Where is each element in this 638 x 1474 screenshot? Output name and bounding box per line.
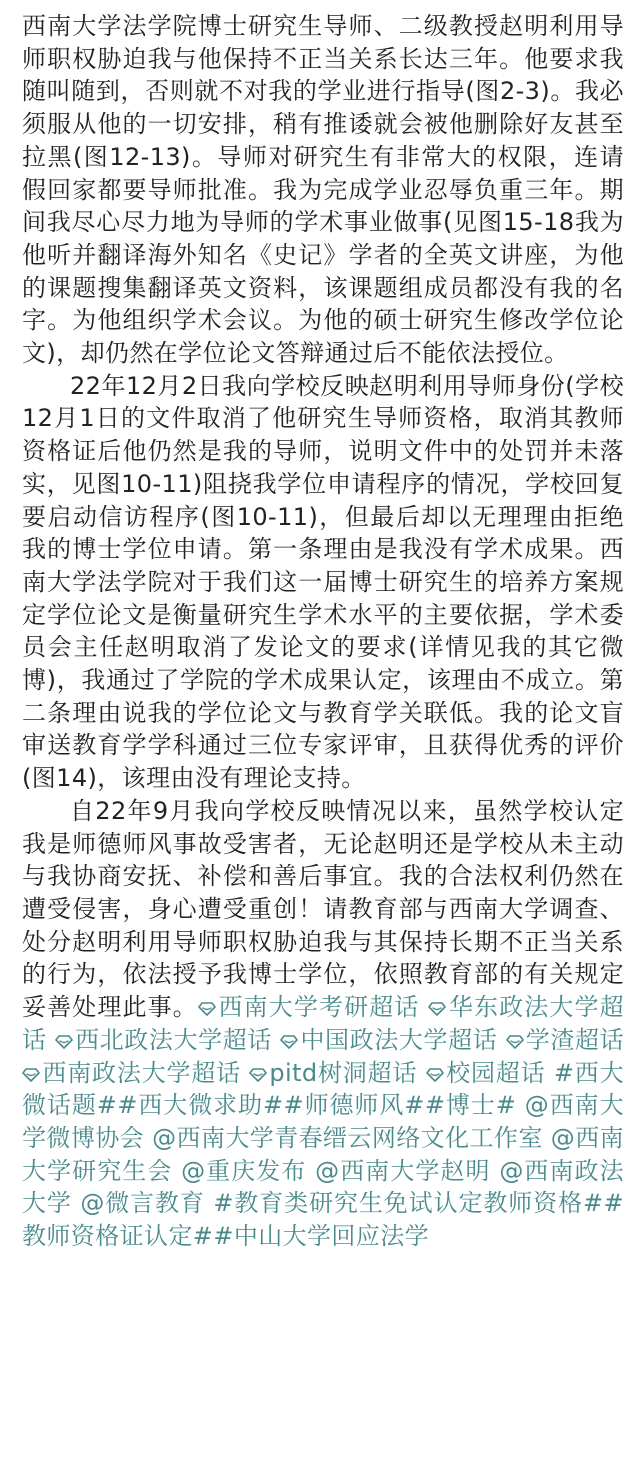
mention-link[interactable] xyxy=(80,1189,205,1217)
supertopic-link[interactable] xyxy=(249,1059,417,1087)
hashtag-link[interactable] xyxy=(284,1091,425,1119)
supertopic-diamond-icon xyxy=(428,1002,446,1016)
supertopic-diamond-icon xyxy=(55,1035,73,1049)
supertopic-link[interactable] xyxy=(426,1059,546,1087)
supertopic-diamond-icon xyxy=(198,1002,216,1016)
link-text: 西南大学考研超话 xyxy=(217,993,420,1022)
hashtag-link[interactable] xyxy=(117,1091,283,1119)
link-text: 校园超话 xyxy=(445,1058,546,1087)
link-text: #中山大学回应法学 xyxy=(213,1222,430,1251)
supertopic-link[interactable] xyxy=(55,1026,272,1054)
post-paragraph-2 xyxy=(22,370,624,795)
supertopic-diamond-icon xyxy=(22,1068,40,1082)
link-text: @微言教育 xyxy=(80,1189,205,1218)
link-text: #师德师风# xyxy=(283,1091,425,1120)
link-text: 华东政法大学超话 xyxy=(22,993,625,1054)
supertopic-link[interactable] xyxy=(506,1026,624,1054)
hashtag-link[interactable] xyxy=(213,1189,603,1217)
link-text: #西大微话题# xyxy=(22,1058,625,1120)
mention-link[interactable] xyxy=(152,1124,543,1152)
link-text: #博士# xyxy=(424,1091,517,1120)
post-paragraph-1 xyxy=(22,10,624,370)
link-text: #教师资格证认定# xyxy=(22,1189,624,1251)
paragraph-text: 自22年9月我向学校反映情况以来，虽然学校认定我是师德师风事故受害者，无论赵明还是学校从未主动与我协商安抚、补偿和善后事宜。我的合法权利仍然在遭受侵害，身心遭受重创！请教育部与西南大学调查、处分赵明利用导师职权胁迫我与其保持长期不正当关系的行为，依法授予我博士学位，依照教育部的有关规定妥善处理此事。 xyxy=(22,796,624,1022)
link-text: 学渣超话 xyxy=(525,1025,625,1054)
supertopic-diamond-icon xyxy=(426,1068,444,1082)
link-text: @西南大学研究生会 xyxy=(22,1123,625,1185)
link-text: @西南大学赵明 xyxy=(315,1156,491,1185)
link-text: pitd树洞超话 xyxy=(269,1058,418,1087)
hashtag-link[interactable] xyxy=(425,1091,516,1119)
post-paragraph-3 xyxy=(22,795,624,1253)
link-text: 中国政法大学超话 xyxy=(300,1025,498,1054)
supertopic-link[interactable] xyxy=(22,1059,241,1087)
mention-link[interactable] xyxy=(315,1157,490,1185)
link-text: 西南政法大学超话 xyxy=(42,1058,241,1087)
supertopic-diamond-icon xyxy=(249,1068,267,1082)
supertopic-link[interactable] xyxy=(198,993,420,1021)
paragraph-text: 西南大学法学院博士研究生导师、二级教授赵明利用导师职权胁迫我与他保持不正当关系长达三年。他要求我随叫随到，否则就不对我的学业进行指导(图2-3)。我必须服从他的一切安排，稍有推诿就会被他删除好友甚至拉黑(图12-13)。导师对研究生有非常大的权限，连请假回家都要导师批准。我为完成学业忍辱负重三年。期间我尽心尽力地为导师的学术事业做事(见图15-18我为他听并翻译海外知名《史记》学者的全英文讲座，为他的课题搜集翻译英文资料，该课题组成员都没有我的名字。为他组织学术会议。为他的硕士研究生修改学位论文)，却仍然在学位论文答辩通过后不能依法授位。 xyxy=(22,12,624,368)
supertopic-diamond-icon xyxy=(280,1035,298,1049)
paragraph-text: 22年12月2日我向学校反映赵明利用导师身份(学校12月1日的文件取消了他研究生导师资格，取消其教师资格证后他仍然是我的导师，说明文件中的处罚并未落实，见图10-11)阻挠我学位申请程序的情况，学校回复要启动信访程序(图10-11)，但最后却以无理理由拒绝我的博士学位申请。第一条理由是我没有学术成果。西南大学法学院对于我们这一届博士研究生的培养方案规定学位论文是衡量研究生学术水平的主要依据，学术委员会主任赵明取消了发论文的要求(详情见我的其它微博)，我通过了学院的学术成果认定，该理由不成立。第二条理由说我的学位论文与教育学关联低。我的论文盲审送教育学学科通过三位专家评审，且获得优秀的评价(图14)，该理由没有理论支持。 xyxy=(22,371,624,793)
link-text: @重庆发布 xyxy=(181,1156,307,1185)
link-text: 西北政法大学超话 xyxy=(74,1025,272,1054)
link-text: @西南政法大学 xyxy=(22,1156,625,1218)
link-text: #西大微求助# xyxy=(117,1091,284,1120)
supertopic-link[interactable] xyxy=(280,1026,497,1054)
mention-link[interactable] xyxy=(181,1157,306,1185)
link-text: @西南大学微博协会 xyxy=(22,1091,624,1152)
link-text: #教育类研究生免试认定教师资格# xyxy=(213,1189,604,1218)
hashtag-link[interactable] xyxy=(213,1222,429,1250)
tag-and-mention-list xyxy=(22,993,624,1250)
link-text: @西南大学青春缙云网络文化工作室 xyxy=(152,1123,543,1152)
supertopic-diamond-icon xyxy=(506,1035,524,1049)
